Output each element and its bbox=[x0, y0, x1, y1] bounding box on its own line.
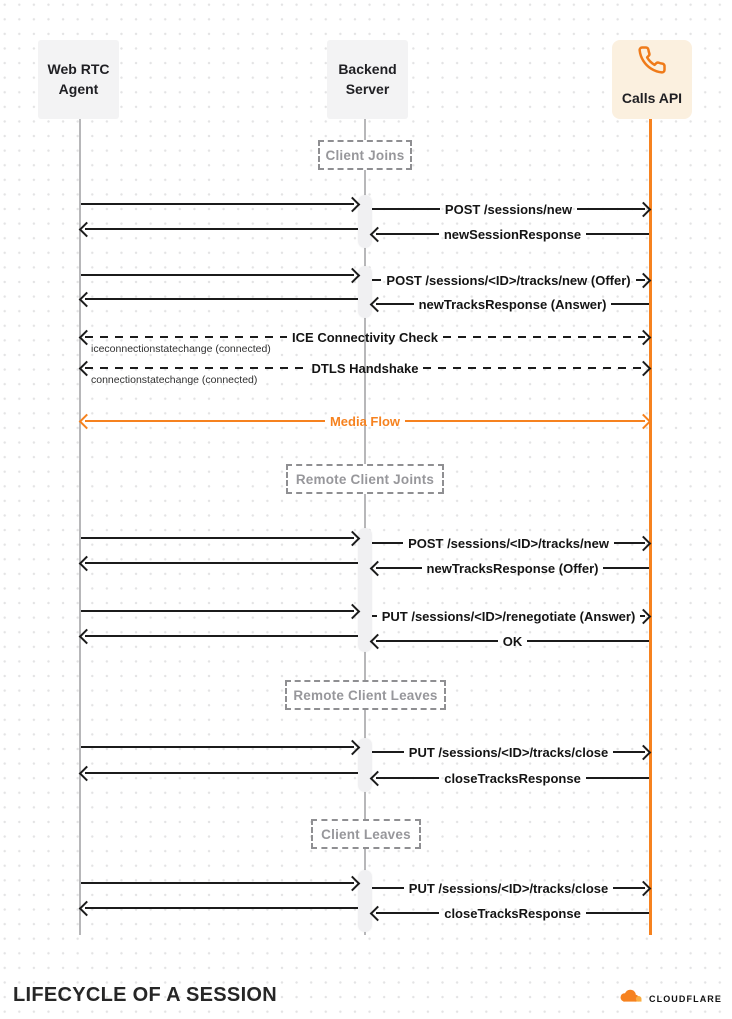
message-label: OK bbox=[502, 633, 523, 649]
arrow-backend-to-api bbox=[372, 609, 649, 623]
arrow-agent-to-backend bbox=[81, 197, 358, 211]
section-remote-client-leaves bbox=[285, 680, 446, 710]
message-label: newSessionResponse bbox=[443, 226, 582, 242]
arrow-api-to-backend bbox=[372, 771, 649, 785]
message-label: PUT /sessions/<ID>/tracks/close bbox=[408, 880, 609, 896]
arrow-dtls-handshake bbox=[81, 361, 649, 375]
section-remote-client-joints bbox=[286, 464, 444, 494]
arrow-backend-to-api bbox=[372, 745, 649, 759]
arrow-api-to-backend bbox=[372, 227, 649, 241]
actor-calls-api bbox=[612, 40, 692, 119]
brand-wordmark: CLOUDFLARE bbox=[649, 993, 722, 1004]
actor-label: Backend bbox=[338, 60, 397, 77]
section-client-joins bbox=[318, 140, 412, 170]
arrow-backend-to-agent bbox=[81, 556, 358, 570]
section-label: Remote Client Leaves bbox=[293, 687, 438, 703]
arrow-ice-connectivity-check bbox=[81, 330, 649, 344]
activation-bar bbox=[358, 738, 372, 792]
arrow-agent-to-backend bbox=[81, 740, 358, 754]
message-label: closeTracksResponse bbox=[444, 905, 581, 921]
arrow-agent-to-backend bbox=[81, 604, 358, 618]
arrow-backend-to-agent bbox=[81, 292, 358, 306]
message-label: closeTracksResponse bbox=[444, 770, 581, 786]
message-label: POST /sessions/<ID>/tracks/new (Offer) bbox=[386, 272, 631, 288]
arrow-backend-to-api bbox=[372, 273, 649, 287]
message-label: ICE Connectivity Check bbox=[292, 329, 438, 345]
lifeline-calls-api bbox=[649, 119, 652, 935]
event-sublabel: iceconnectionstatechange (connected) bbox=[91, 343, 271, 355]
arrow-api-to-backend bbox=[372, 561, 649, 575]
phone-icon bbox=[637, 45, 667, 81]
section-client-leaves bbox=[311, 819, 421, 849]
message-label: newTracksResponse (Answer) bbox=[418, 296, 607, 312]
arrow-agent-to-backend bbox=[81, 268, 358, 282]
message-label: POST /sessions/<ID>/tracks/new bbox=[408, 535, 609, 551]
message-label: POST /sessions/new bbox=[444, 201, 573, 217]
arrow-agent-to-backend bbox=[81, 876, 358, 890]
arrow-backend-to-agent bbox=[81, 629, 358, 643]
message-label: Media Flow bbox=[329, 413, 401, 429]
arrow-media-flow bbox=[81, 414, 649, 428]
lifeline-webrtc-agent bbox=[79, 119, 81, 935]
arrow-backend-to-agent bbox=[81, 222, 358, 236]
arrow-backend-to-api bbox=[372, 881, 649, 895]
activation-bar bbox=[358, 266, 372, 318]
message-label: DTLS Handshake bbox=[311, 360, 419, 376]
actor-backend-server bbox=[327, 40, 408, 119]
arrow-backend-to-agent bbox=[81, 901, 358, 915]
arrow-backend-to-api bbox=[372, 536, 649, 550]
arrow-backend-to-agent bbox=[81, 766, 358, 780]
activation-bar bbox=[358, 195, 372, 248]
event-sublabel: connectionstatechange (connected) bbox=[91, 374, 258, 386]
section-label: Client Joins bbox=[325, 147, 405, 163]
actor-label: Server bbox=[345, 80, 390, 97]
activation-bar bbox=[358, 870, 372, 932]
actor-label: Agent bbox=[58, 80, 99, 97]
message-label: newTracksResponse (Offer) bbox=[426, 560, 599, 576]
actor-webrtc-agent bbox=[38, 40, 119, 119]
actor-label: Calls API bbox=[621, 90, 683, 107]
arrow-api-to-backend bbox=[372, 297, 649, 311]
message-label: PUT /sessions/<ID>/renegotiate (Answer) bbox=[381, 608, 636, 624]
message-label: PUT /sessions/<ID>/tracks/close bbox=[408, 744, 609, 760]
arrow-backend-to-api bbox=[372, 202, 649, 216]
cloudflare-logo-icon bbox=[617, 988, 645, 1009]
arrow-api-to-backend bbox=[372, 634, 649, 648]
activation-bar bbox=[358, 528, 372, 652]
actor-label: Web RTC bbox=[47, 60, 110, 77]
cloudflare-brand bbox=[617, 988, 722, 1009]
arrow-agent-to-backend bbox=[81, 531, 358, 545]
section-label: Remote Client Joints bbox=[295, 471, 435, 487]
arrow-api-to-backend bbox=[372, 906, 649, 920]
section-label: Client Leaves bbox=[321, 826, 411, 842]
page-title: LIFECYCLE OF A SESSION bbox=[13, 984, 278, 1006]
